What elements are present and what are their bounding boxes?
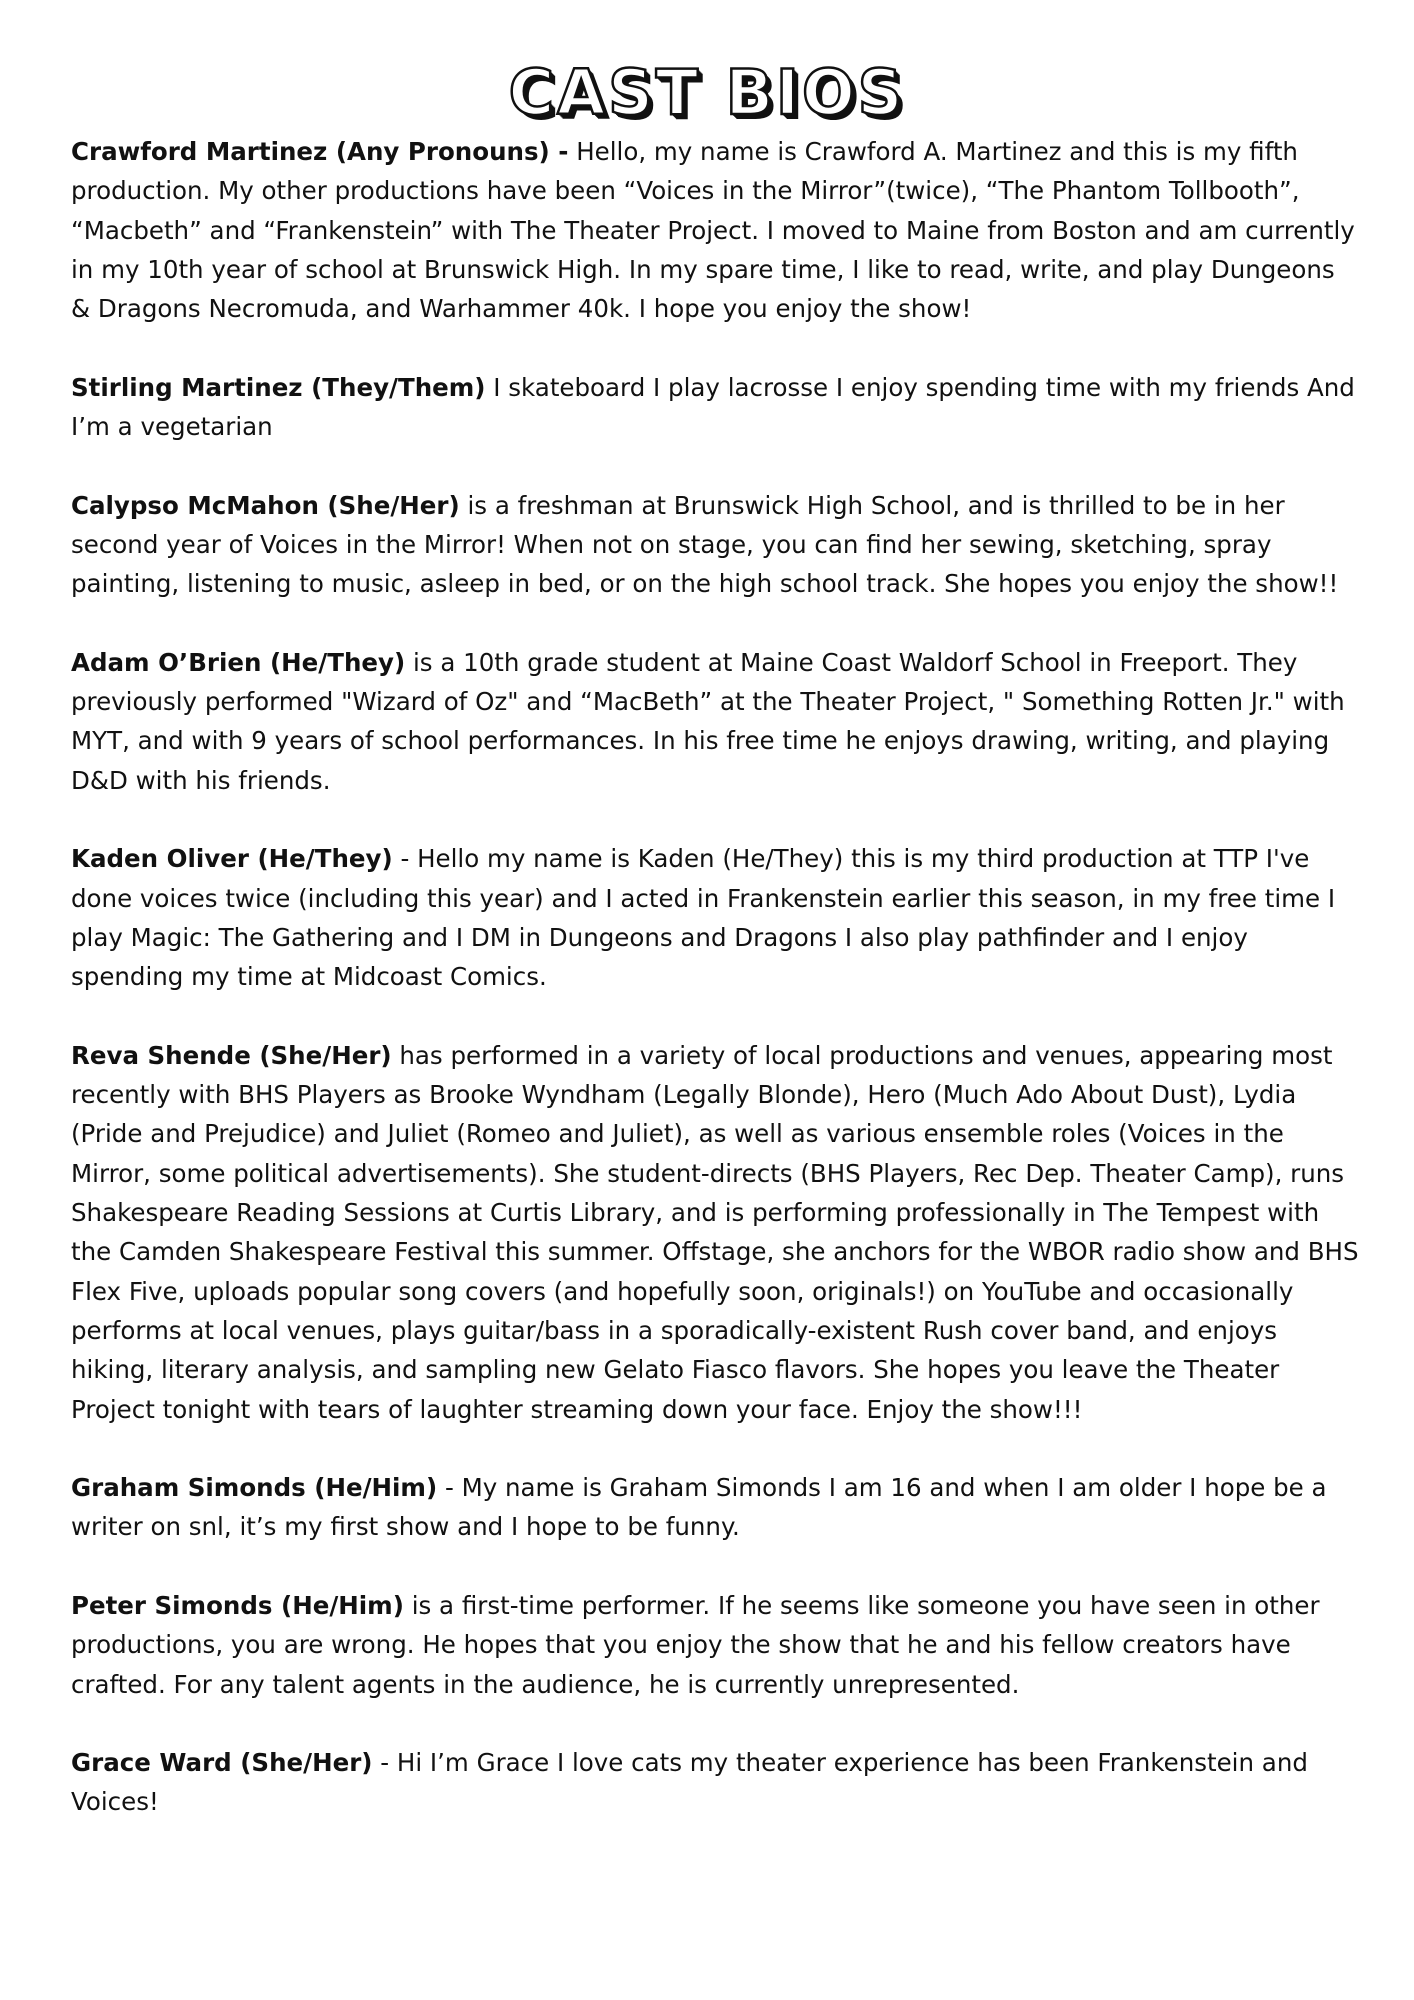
- bio-name: Adam O’Brien (He/They): [71, 647, 406, 677]
- bio-reva-shende: [71, 1036, 1361, 1429]
- bio-text: is a first-time performer. If he seems like someone you have seen in other productions, you are wrong. He hopes that you enjoy the show that he and his fellow creators have crafted. For any talent agents in the audience, he is currently unrepresented.: [71, 1590, 1320, 1699]
- bio-adam-obrien: [71, 643, 1361, 800]
- bio-text: - Hello my name is Kaden (He/They) this is my third production at TTP I've done voices twice (including this year) and I acted in Frankenstein earlier this season, in my free time I play Magic: The Gathering and I DM in Dungeons and Dragons I also play pathfinder and I enjoy spending my time at Midcoast Comics.: [71, 844, 1336, 992]
- bio-peter-simonds: [71, 1586, 1361, 1704]
- bio-text: I skateboard I play lacrosse I enjoy spending time with my friends And I’m a vegetarian: [71, 372, 1355, 442]
- bio-name: Grace Ward (She/Her): [71, 1748, 373, 1778]
- bio-text: is a 10th grade student at Maine Coast Waldorf School in Freeport. They previously performed "Wizard of Oz" and “MacBeth” at the Theater Project, " Something Rotten Jr." with MYT, and with 9 years of school performances. In his free time he enjoys drawing, writing, and playing D&D with his friends.: [71, 647, 1345, 795]
- bios-list: [71, 132, 1361, 1861]
- bio-grace-ward: [71, 1743, 1361, 1822]
- bio-name: Calypso McMahon (She/Her): [71, 490, 460, 520]
- page-title: CAST BIOS: [508, 56, 906, 129]
- bio-name: Graham Simonds (He/Him): [71, 1473, 438, 1503]
- bio-name: Stirling Martinez (They/Them): [71, 372, 486, 402]
- bio-name: Kaden Oliver (He/They): [71, 844, 393, 874]
- bio-stirling-martinez: [71, 368, 1361, 447]
- bio-text: - Hi I’m Grace I love cats my theater experience has been Frankenstein and Voices!: [71, 1748, 1308, 1817]
- bio-name: Peter Simonds (He/Him): [71, 1590, 404, 1620]
- bio-text: - My name is Graham Simonds I am 16 and when I am older I hope be a writer on snl, it’s my first show and I hope to be funny.: [71, 1473, 1327, 1542]
- bio-text: is a freshman at Brunswick High School, and is thrilled to be in her second year of Voices in the Mirror! When not on stage, you can find her sewing, sketching, spray painting, listening to music, asleep in bed, or on the high school track. She hopes you enjoy the show!!: [71, 490, 1339, 599]
- bio-kaden-oliver: [71, 839, 1361, 996]
- bio-text: Hello, my name is Crawford A. Martinez and this is my fifth production. My other productions have been “Voices in the Mirror”(twice), “The Phantom Tollbooth”, “Macbeth” and “Frankenstein” with The Theater Project. I moved to Maine from Boston and am currently in my 10th year of school at Brunswick High. In my spare time, I like to read, write, and play Dungeons & Dragons Necromuda, and Warhammer 40k. I hope you enjoy the show!: [71, 137, 1355, 324]
- bio-text: has performed in a variety of local productions and venues, appearing most recently with BHS Players as Brooke Wyndham (Legally Blonde), Hero (Much Ado About Dust), Lydia (Pride and Prejudice) and Juliet (Romeo and Juliet), as well as various ensemble roles (Voices in the Mirror, some political advertisements). She student-directs (BHS Players, Rec Dep. Theater Camp), runs Shakespeare Reading Sessions at Curtis Library, and is performing professionally in The Tempest with the Camden Shakespeare Festival this summer. Offstage, she anchors for the WBOR radio show and BHS Flex Five, uploads popular song covers (and hopefully soon, originals!) on YouTube and occasionally performs at local venues, plays guitar/bass in a sporadically-existent Rush cover band, and enjoys hiking, literary analysis, and sampling new Gelato Fiasco flavors. She hopes you leave the Theater Project tonight with tears of laughter streaming down your face. Enjoy the show!!!: [71, 1040, 1359, 1424]
- bio-graham-simonds: [71, 1468, 1361, 1547]
- bio-name: Crawford Martinez (Any Pronouns) -: [71, 137, 569, 166]
- bio-calypso-mcmahon: [71, 486, 1361, 604]
- bio-crawford-martinez: [71, 132, 1361, 328]
- bio-name: Reva Shende (She/Her): [71, 1040, 392, 1070]
